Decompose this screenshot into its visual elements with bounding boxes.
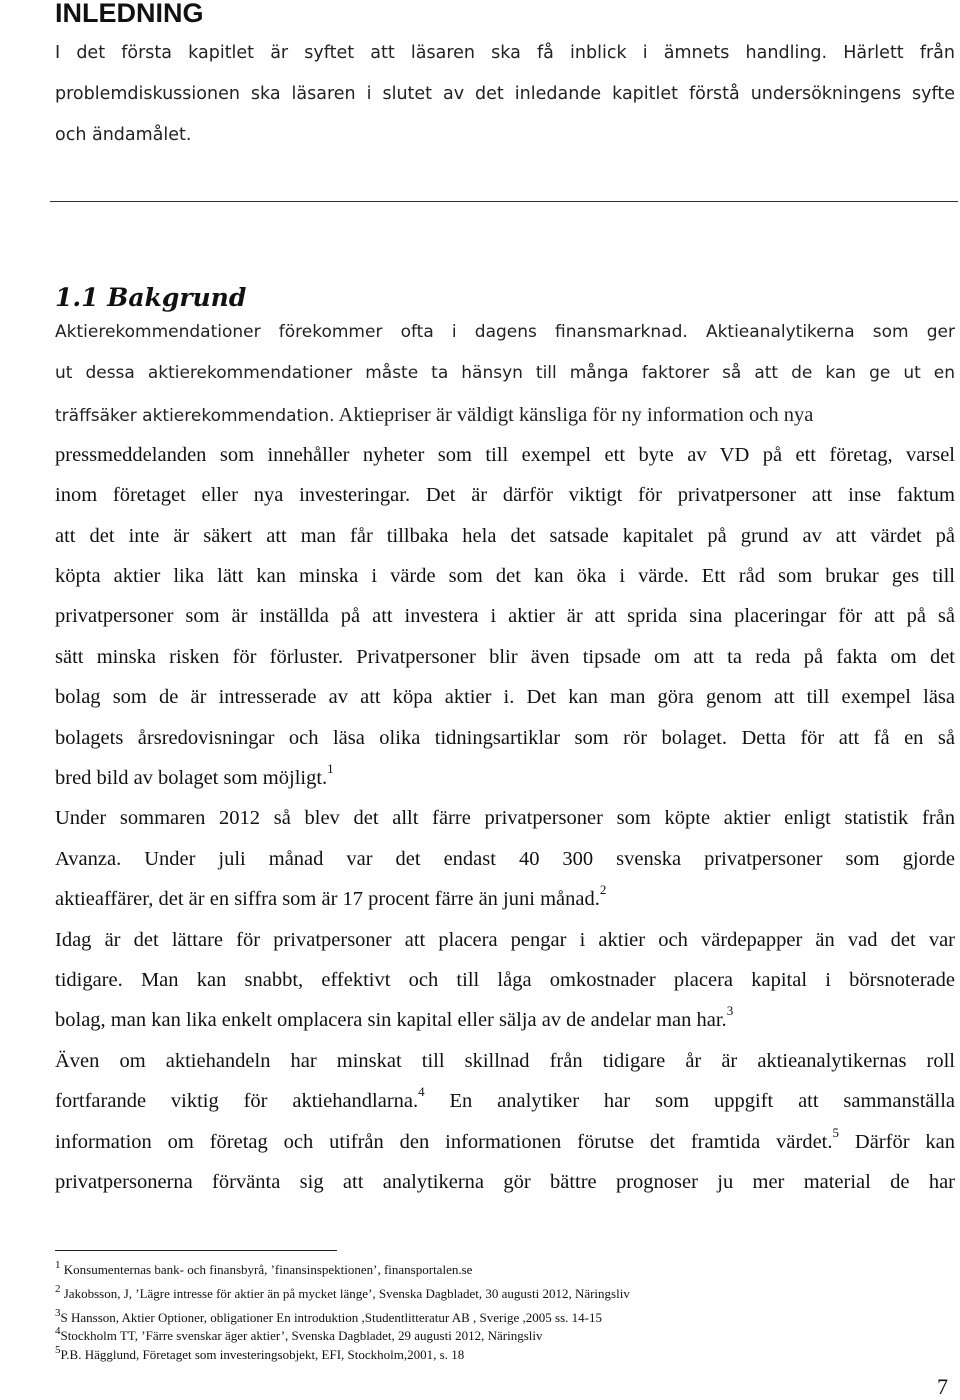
footnote-number: 4: [55, 1324, 61, 1337]
intro-paragraph: [55, 33, 955, 156]
body-text: Det är därför viktigt för privatpersoner att inse faktum: [410, 484, 955, 506]
footnote-text: Jakobsson, J, ’Lägre intresse för aktier än på mycket länge’, Svenska Dagbladet, 30 augusti 2012, Näringsliv: [63, 1286, 630, 1301]
body-line: [55, 761, 955, 790]
body-line: att det inte är säkert att man får tillbaka hela det satsade kapitalet på grund av att värdet på: [55, 525, 955, 547]
body-line: Under sommaren 2012 så blev det allt färre privatpersoner som köpte aktier enligt statistik från: [55, 807, 955, 829]
chapter-heading: INLEDNING: [55, 0, 204, 28]
footnote: [55, 1258, 473, 1278]
intro-line: I det första kapitlet är syftet att läsaren ska få inblick i ämnets handling. Härlett från: [55, 43, 955, 63]
body-text: bolag, man kan lika enkelt omplacera sin kapital eller sälja av de andelar man har.: [55, 1009, 727, 1031]
footnote: [55, 1282, 630, 1302]
body-text: aktieaffärer, det är en siffra som är 17 procent färre än juni månad.: [55, 888, 600, 910]
body-line: Aktierekommendationer förekommer ofta i dagens finansmarknad. Aktieanalytikerna som ger: [55, 322, 955, 342]
footnote-divider: [55, 1250, 337, 1251]
body-line: pressmeddelanden som innehåller nyheter som till exempel ett byte av VD på ett företag, varsel: [55, 444, 955, 466]
intro-line: problemdiskussionen ska läsaren i slutet av det inledande kapitlet förstå undersökningens syfte: [55, 84, 955, 104]
body-text: träffsäker aktierekommendation.: [55, 406, 335, 426]
body-text: Aktiepriser är väldigt känsliga för ny information och nya: [334, 404, 814, 426]
footnote-text: Konsumenternas bank- och finansbyrå, ’finansinspektionen’, finansportalen.se: [63, 1262, 473, 1277]
footnote-ref[interactable]: 1: [327, 761, 334, 777]
section-heading: 1.1 Bakgrund: [55, 283, 247, 312]
footnote: [55, 1324, 543, 1344]
body-line: Även om aktiehandeln har minskat till skillnad från tidigare år är aktieanalytikernas roll: [55, 1050, 955, 1072]
body-line: sätt minska risken för förluster. Privatpersoner blir även tipsade om att ta reda på fakta om det: [55, 646, 955, 668]
body-line: [55, 882, 955, 911]
footnote: [55, 1343, 465, 1363]
page-number: 7: [937, 1374, 948, 1399]
body-line: Idag är det lättare för privatpersoner att placera pengar i aktier och värdepapper än vad det var: [55, 929, 955, 951]
body-text: inom företaget eller nya investeringar.: [55, 484, 411, 506]
body-line: privatpersonerna förvänta sig att analytikerna gör bättre prognoser ju mer material de har: [55, 1171, 955, 1193]
body-line: [55, 484, 955, 507]
footnote-number: 3: [55, 1306, 61, 1319]
intro-line: och ändamålet.: [55, 125, 192, 145]
divider: [50, 201, 958, 202]
footnote-ref[interactable]: 3: [726, 1003, 734, 1019]
body-line: [55, 1084, 955, 1113]
body-line: bolagets årsredovisningar och läsa olika tidningsartiklar som rör bolaget. Detta för att få en så: [55, 727, 955, 749]
body-line: [55, 1003, 955, 1032]
footnote-number: 2: [55, 1282, 61, 1295]
footnote-ref[interactable]: 5: [832, 1125, 840, 1141]
body-line: privatpersoner som är inställda på att investera i aktier är att sprida sina placeringar för att på så: [55, 605, 955, 627]
body-line: ut dessa aktierekommendationer måste ta hänsyn till många faktorer så att de kan ge ut en: [55, 363, 955, 383]
footnote-number: 1: [55, 1258, 61, 1271]
footnote-ref[interactable]: 4: [418, 1084, 425, 1100]
body-line: bolag som de är intresserade av att köpa aktier i. Det kan man göra genom att till exempel läsa: [55, 686, 955, 708]
footnote-ref[interactable]: 2: [599, 882, 607, 898]
footnote: [55, 1306, 602, 1326]
body-line: Avanza. Under juli månad var det endast 40 300 svenska privatpersoner som gjorde: [55, 848, 955, 870]
footnote-text: S Hansson, Aktier Optioner, obligationer En introduktion ,Studentlitteratur AB , Sverige ,2005 ss. 14-15: [60, 1310, 602, 1325]
body-text: information om företag och utifrån den informationen förutse det framtida värdet.: [55, 1131, 833, 1153]
body-text: fortfarande viktig för aktiehandlarna.: [55, 1090, 419, 1112]
body-text: En analytiker har som uppgift att sammanställa: [424, 1090, 955, 1112]
body-line: köpta aktier lika lätt kan minska i värde som det kan öka i värde. Ett råd som brukar ges till: [55, 565, 955, 587]
body-line: [55, 404, 813, 427]
footnote-text: Stockholm TT, ’Färre svenskar äger aktier’, Svenska Dagbladet, 29 augusti 2012, Näringsliv: [60, 1328, 543, 1343]
body-line: tidigare. Man kan snabbt, effektivt och till låga omkostnader placera kapital i börsnoterade: [55, 969, 955, 991]
footnote-number: 5: [55, 1343, 61, 1356]
footnote-text: P.B. Hägglund, Företaget som investeringsobjekt, EFI, Stockholm,2001, s. 18: [60, 1347, 465, 1362]
body-line: [55, 1125, 955, 1154]
body-text: bred bild av bolaget som möjligt.: [55, 767, 328, 789]
body-text: Därför kan: [839, 1131, 955, 1153]
